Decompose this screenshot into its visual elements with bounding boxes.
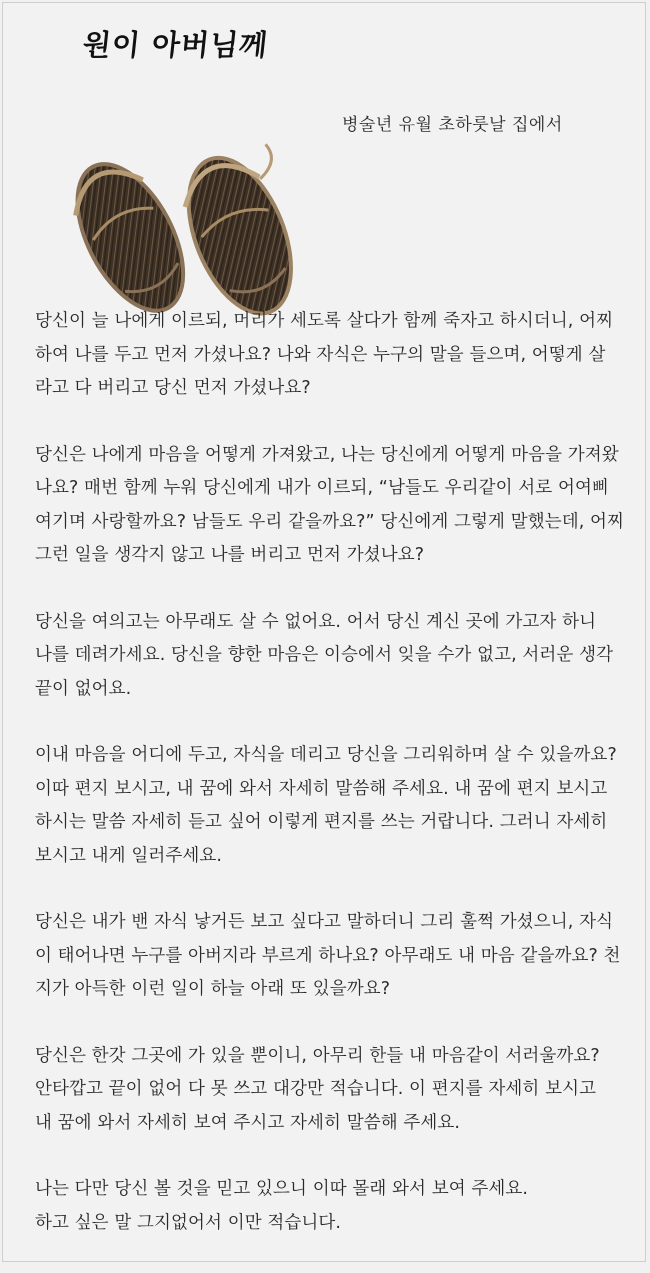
letter-line: 하여 나를 두고 먼저 가셨나요? 나와 자식은 누구의 말을 들으며, 어떻게 살 (35, 344, 606, 365)
letter-line: 라고 다 버리고 당신 먼저 가셨나요? (35, 378, 311, 398)
letter-paragraph (35, 739, 635, 873)
letter-line: 보시고 내게 일러주세요. (35, 845, 223, 866)
letter-paragraph (35, 1173, 635, 1240)
letter-dateline: 병술년 유월 초하룻날 집에서 (342, 115, 563, 135)
letter-line: 하시는 말씀 자세히 듣고 싶어 이렇게 편지를 쓰는 거랍니다. 그러니 자세히 (35, 812, 608, 832)
letter-line: 당신은 나에게 마음을 어떻게 가져왔고, 나는 당신에게 어떻게 마음을 가져왔 (35, 444, 619, 465)
left-sandal (58, 147, 205, 318)
letter-line: 당신은 내가 밴 자식 낳거든 보고 싶다고 말하더니 그리 훌쩍 가셨으니, 자식 (35, 912, 614, 932)
letter-line: 지가 아득한 이런 일이 하늘 아래 또 있을까요? (35, 979, 391, 999)
letter-line: 당신은 한갓 그곳에 가 있을 뿐이니, 아무리 한들 내 마음같이 서러울까요? (35, 1045, 600, 1066)
letter-line: 이내 마음을 어디에 두고, 자식을 데리고 당신을 그리워하며 살 수 있을까요? (35, 745, 617, 765)
letter-line: 당신이 늘 나에게 이르되, 머리가 세도록 살다가 함께 죽자고 하시더니, 어찌 (35, 311, 614, 331)
letter-line: 그런 일을 생각지 않고 나를 버리고 먼저 가셨나요? (35, 545, 425, 565)
letter-paragraph (35, 305, 635, 406)
letter-line: 끝이 없어요. (35, 678, 132, 699)
letter-line: 여기며 사랑할까요? 남들도 우리 같을까요?” 당신에게 그렇게 말했는데, 어찌 (35, 511, 625, 532)
letter-line: 안타깝고 끝이 없어 다 못 쓰고 대강만 적습니다. 이 편지를 자세히 보시고 (35, 1079, 597, 1099)
letter-paragraph (35, 1040, 635, 1141)
letter-line: 나를 데려가세요. 당신을 향한 마음은 이승에서 잊을 수가 없고, 서러운 생각 (35, 645, 614, 665)
letter-line: 당신을 여의고는 아무래도 살 수 없어요. 어서 당신 계신 곳에 가고자 하니 (35, 611, 597, 632)
letter-line: 나는 다만 당신 볼 것을 믿고 있으니 이따 몰래 와서 보여 주세요. (35, 1179, 529, 1199)
straw-sandals-image (58, 133, 308, 318)
letter-title: 원이 아버님께 (81, 28, 270, 62)
letter-paragraph (35, 606, 635, 707)
letter-line: 이따 편지 보시고, 내 꿈에 와서 자세히 말씀해 주세요. 내 꿈에 편지 보시고 (35, 778, 608, 799)
letter-paragraph (35, 906, 635, 1007)
letter-line: 하고 싶은 말 그지없어서 이만 적습니다. (35, 1212, 342, 1233)
letter-line: 내 꿈에 와서 자세히 보여 주시고 자세히 말씀해 주세요. (35, 1112, 461, 1133)
letter-paragraph (35, 439, 635, 573)
letter-line: 이 태어나면 누구를 아버지라 부르게 하나요? 아무래도 내 마음 같을까요? 천 (35, 945, 621, 966)
letter-body (35, 305, 635, 1273)
letter-page (2, 2, 646, 1262)
right-sandal (168, 137, 308, 318)
letter-line: 나요? 매번 함께 누워 당신에게 내가 이르되, “남들도 우리같이 서로 어여삐 (35, 478, 609, 498)
